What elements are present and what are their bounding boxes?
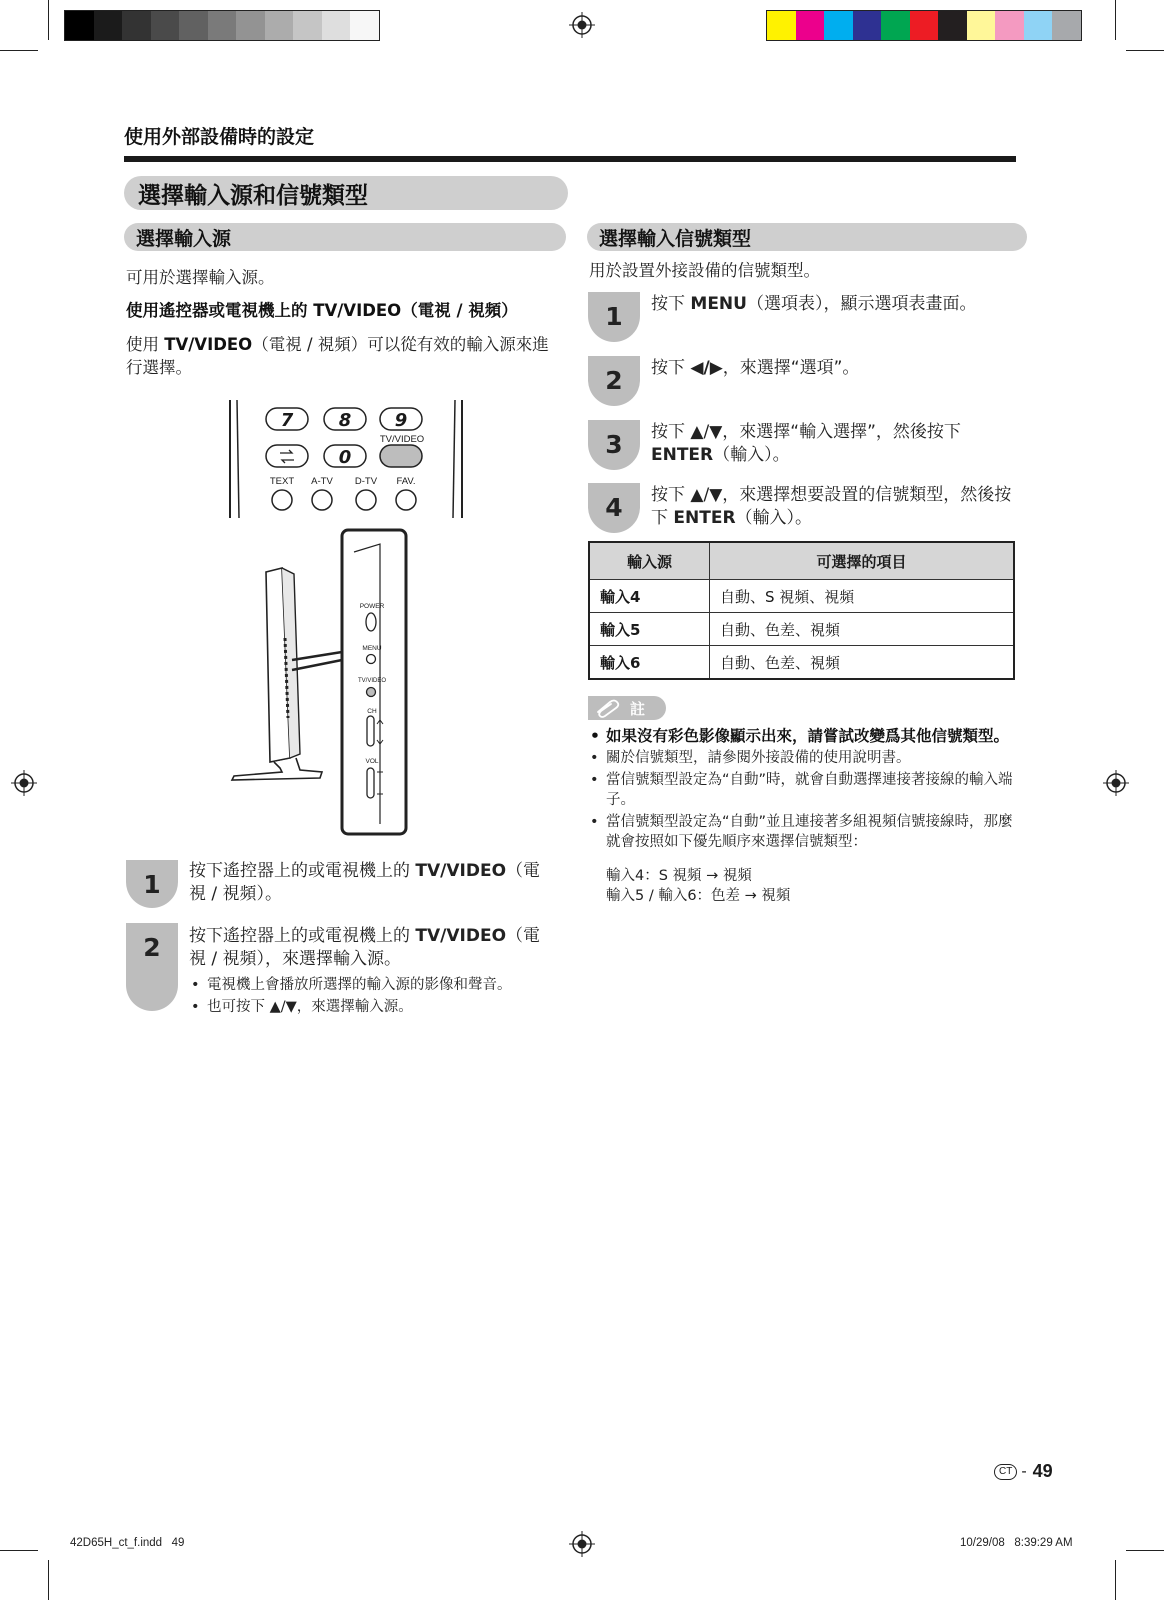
main-title-text: 選擇輸入源和信號類型 bbox=[138, 182, 368, 209]
gray-swatch bbox=[122, 11, 151, 40]
color-swatch bbox=[910, 11, 939, 40]
note-label: 註 bbox=[630, 699, 646, 718]
table-cell-items: 自動、S 視頻、視頻 bbox=[710, 580, 1015, 613]
gray-swatch bbox=[208, 11, 237, 40]
list-item: • 當信號類型設定為“自動”並且連接著多組視頻信號接線時，那麼就會按照如下優先順序來選擇信號類型： bbox=[588, 812, 1016, 852]
priority-line: 輸入4：S 視頻 → 視頻 bbox=[606, 868, 752, 884]
step-key: TV/VIDEO bbox=[415, 926, 507, 946]
label-a-tv: A-TV bbox=[311, 476, 333, 487]
chapter-title: 使用外部設備時的設定 bbox=[124, 126, 315, 148]
key-7: 7 bbox=[280, 410, 294, 431]
step-text: 按下 ▲/▼，來選擇想要設置的信號類型，然後按下 bbox=[651, 485, 1012, 528]
crop-mark bbox=[1126, 1550, 1164, 1551]
table-cell-items: 自動、色差、視頻 bbox=[710, 613, 1015, 646]
list-item: • 關於信號類型，請參閱外接設備的使用說明書。 bbox=[588, 748, 1016, 768]
process-color-bar bbox=[766, 10, 1082, 41]
crop-mark bbox=[48, 1560, 49, 1600]
page-number: 49 bbox=[1032, 1461, 1053, 1481]
tv-video-label: TV/VIDEO bbox=[379, 434, 425, 445]
table-header: 輸入源 bbox=[589, 542, 710, 580]
table-cell-source: 輸入4 bbox=[589, 580, 710, 613]
key-8: 8 bbox=[338, 410, 352, 431]
step-text: 按下 bbox=[651, 358, 691, 378]
step-text: 按下遙控器上的或電視機上的 bbox=[189, 861, 416, 881]
language-badge: CT bbox=[994, 1464, 1017, 1480]
footer-timestamp: 10/29/08 8:39:29 AM bbox=[960, 1537, 1073, 1549]
step-text: 按下 ▲/▼，來選擇“輸入選擇”，然後按下 bbox=[651, 422, 961, 442]
color-swatch bbox=[796, 11, 825, 40]
left-subtitle-text: 選擇輸入源 bbox=[136, 227, 232, 250]
right-step-2-text bbox=[651, 357, 1017, 380]
left-step-2-tab bbox=[126, 923, 178, 1011]
left-intro: 可用於選擇輸入源。 bbox=[126, 268, 275, 287]
step-text: （輸入）。 bbox=[735, 508, 813, 528]
right-step-3-tab bbox=[588, 420, 640, 470]
label-d-tv: D-TV bbox=[354, 476, 378, 487]
color-swatch bbox=[767, 11, 796, 40]
panel-label-tv-video: TV/VIDEO bbox=[357, 678, 386, 684]
left-step-2-text bbox=[189, 925, 555, 971]
table-row bbox=[589, 580, 1014, 613]
grayscale-bar bbox=[64, 10, 380, 41]
color-swatch bbox=[967, 11, 996, 40]
right-subtitle bbox=[587, 223, 1027, 251]
step-text: （電視 / 視頻），來選擇輸入源。 bbox=[189, 926, 541, 969]
gray-swatch bbox=[65, 11, 94, 40]
gray-swatch bbox=[179, 11, 208, 40]
gray-swatch bbox=[265, 11, 294, 40]
step-text: ，來選擇“選項”。 bbox=[722, 358, 860, 378]
right-step-4-tab bbox=[588, 483, 640, 533]
step-text: 按下遙控器上的或電視機上的 bbox=[189, 926, 416, 946]
step-number: 2 bbox=[605, 366, 623, 395]
color-swatch bbox=[1052, 11, 1081, 40]
step-key: TV/VIDEO bbox=[415, 861, 507, 881]
key-9: 9 bbox=[394, 410, 408, 431]
left-description bbox=[126, 333, 556, 379]
step-key: ENTER bbox=[651, 445, 714, 465]
panel-label-menu: MENU bbox=[362, 645, 382, 652]
left-step-1-tab bbox=[126, 860, 178, 908]
step-number: 3 bbox=[605, 430, 623, 459]
color-swatch bbox=[1024, 11, 1053, 40]
page-separator: - bbox=[1021, 1462, 1027, 1480]
gray-swatch bbox=[94, 11, 123, 40]
step-text: （選項表），顯示選項表畫面。 bbox=[746, 294, 977, 314]
table-row bbox=[589, 613, 1014, 646]
crop-mark bbox=[1115, 0, 1116, 40]
priority-line: 輸入5 / 輸入6：色差 → 視頻 bbox=[606, 888, 791, 904]
right-step-2-tab bbox=[588, 356, 640, 406]
step-number: 4 bbox=[605, 493, 623, 522]
right-step-1-text bbox=[651, 293, 1017, 316]
color-swatch bbox=[824, 11, 853, 40]
step-number: 2 bbox=[143, 933, 161, 962]
signal-type-table bbox=[588, 541, 1015, 680]
right-subtitle-text: 選擇輸入信號類型 bbox=[599, 227, 752, 250]
step-key: MENU bbox=[690, 294, 747, 314]
table-row bbox=[589, 646, 1014, 680]
right-step-4-text bbox=[651, 484, 1017, 530]
step-number: 1 bbox=[605, 302, 623, 331]
table-cell-source: 輸入6 bbox=[589, 646, 710, 680]
crop-mark bbox=[1126, 50, 1164, 51]
list-item: • 電視機上會播放所選擇的輸入源的影像和聲音。 bbox=[189, 975, 555, 995]
left-subtitle bbox=[124, 223, 566, 251]
panel-label-ch: CH bbox=[367, 708, 377, 715]
registration-mark-icon bbox=[569, 1531, 595, 1557]
table-header-row bbox=[589, 542, 1014, 580]
left-bold-heading: 使用遙控器或電視機上的 TV/VIDEO（電視 / 視頻） bbox=[126, 301, 518, 320]
registration-mark-icon bbox=[11, 770, 37, 796]
header-rule bbox=[124, 156, 1016, 162]
gray-swatch bbox=[236, 11, 265, 40]
page-number-block bbox=[994, 1461, 1053, 1482]
list-item: • 也可按下 ▲/▼，來選擇輸入源。 bbox=[189, 997, 555, 1017]
crop-mark bbox=[0, 1550, 38, 1551]
color-swatch bbox=[881, 11, 910, 40]
crop-mark bbox=[48, 0, 49, 40]
step-text: （電視 / 視頻）。 bbox=[189, 861, 541, 904]
list-item: • 當信號類型設定為“自動”時，就會自動選擇連接著接線的輸入端子。 bbox=[588, 770, 1016, 810]
right-step-1-tab bbox=[588, 292, 640, 342]
step-text: 按下 bbox=[651, 294, 691, 314]
key-0: 0 bbox=[338, 447, 352, 468]
footer-filename: 42D65H_ct_f.indd 49 bbox=[70, 1537, 185, 1549]
color-swatch bbox=[995, 11, 1024, 40]
note-list bbox=[588, 726, 1016, 854]
color-swatch bbox=[938, 11, 967, 40]
table-cell-source: 輸入5 bbox=[589, 613, 710, 646]
right-step-3-text bbox=[651, 421, 1017, 467]
desc-text: 使用 bbox=[126, 335, 165, 354]
color-swatch bbox=[853, 11, 882, 40]
desc-text: （電視 / 視頻）可以從有效的輸入源來進行選擇。 bbox=[126, 335, 549, 377]
step-number: 1 bbox=[143, 870, 161, 899]
right-intro: 用於設置外接設備的信號類型。 bbox=[589, 261, 820, 280]
step-key: ENTER bbox=[673, 508, 736, 528]
label-text: TEXT bbox=[269, 476, 295, 487]
gray-swatch bbox=[322, 11, 351, 40]
main-title bbox=[124, 176, 568, 210]
step-text: （輸入）。 bbox=[713, 445, 790, 465]
list-item: • 如果沒有彩色影像顯示出來，請嘗試改變爲其他信號類型。 bbox=[588, 726, 1016, 746]
panel-label-vol: VOL bbox=[365, 758, 379, 765]
table-header: 可選擇的項目 bbox=[710, 542, 1015, 580]
gray-swatch bbox=[350, 11, 379, 40]
paperclip-icon bbox=[594, 698, 624, 718]
gray-swatch bbox=[293, 11, 322, 40]
step-key: ◀/▶ bbox=[690, 358, 723, 378]
gray-swatch bbox=[151, 11, 180, 40]
registration-mark-icon bbox=[1103, 770, 1129, 796]
left-step-2-bullets bbox=[189, 975, 555, 1019]
registration-mark-icon bbox=[569, 12, 595, 38]
note-tag bbox=[588, 696, 666, 720]
table-cell-items: 自動、色差、視頻 bbox=[710, 646, 1015, 680]
left-step-1-text bbox=[189, 860, 555, 906]
label-fav: FAV. bbox=[396, 476, 416, 487]
crop-mark bbox=[0, 50, 38, 51]
crop-mark bbox=[1115, 1560, 1116, 1600]
panel-label-power: POWER bbox=[359, 603, 385, 610]
desc-key: TV/VIDEO bbox=[164, 335, 253, 354]
